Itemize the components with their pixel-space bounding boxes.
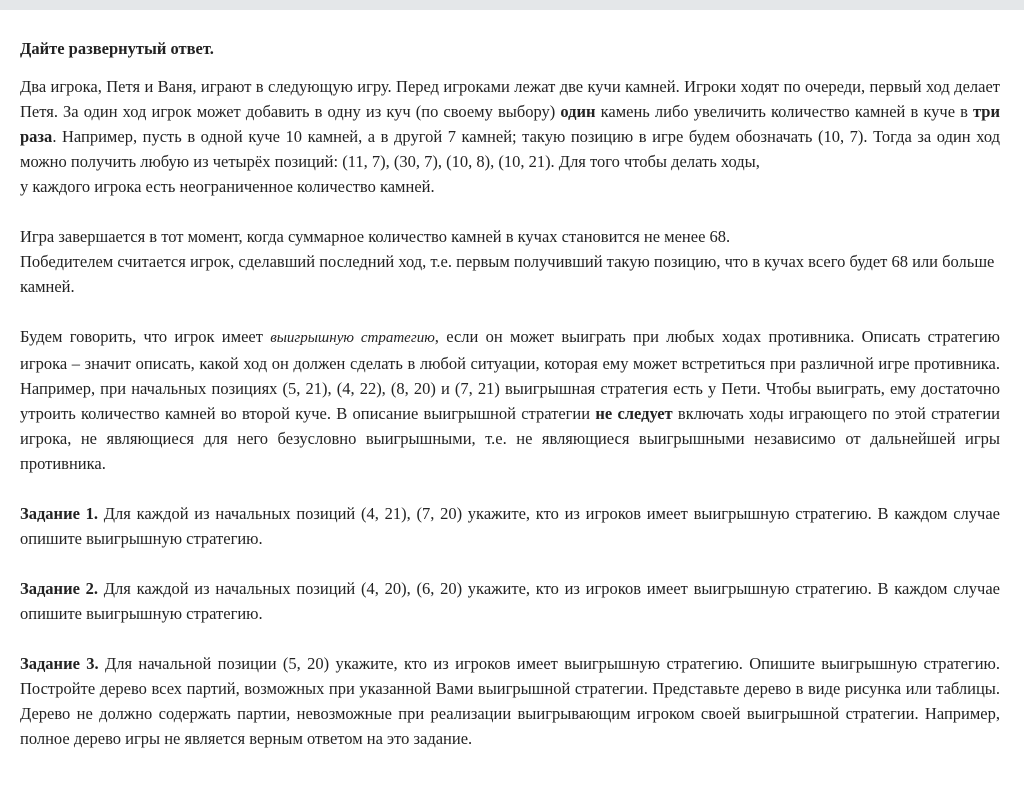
bold-text: три раза — [20, 102, 1000, 146]
text: Победителем считается игрок, сделавший последний ход, т.е. первым получивший такую позицию, что в кучах всего будет 68 или больше камней. — [20, 252, 995, 296]
task-text: Для каждой из начальных позиций (4, 20), (6, 20) укажите, кто из игроков имеет выигрышную стратегию. В каждом случае опишите выигрышную стратегию. — [20, 579, 1000, 623]
intro-paragraph — [20, 74, 1000, 199]
end-condition-paragraph — [20, 224, 1000, 299]
task-label: Задание 3. — [20, 654, 99, 673]
bold-text: один — [560, 102, 596, 121]
task-label: Задание 2. — [20, 579, 99, 598]
bold-text: не следует — [595, 404, 673, 423]
text: включать ходы играющего по этой стратегии игрока, не являющиеся для него безусловно выигрышными, т.е. не являющиеся выигрышными независимо от дальнейшей игры противника. — [20, 404, 1000, 473]
strategy-paragraph — [20, 324, 1000, 476]
task-1 — [20, 501, 1000, 551]
task-label: Задание 1. — [20, 504, 99, 523]
text: Два игрока, Петя и Ваня, играют в следующую игру. Перед игроками лежат две кучи камней. Игроки ходят по очереди, первый ход делает Петя. За один ход игрок может добавить в одну из куч (по своему выбору) — [20, 77, 1000, 121]
question-title: Дайте развернутый ответ. — [20, 39, 214, 58]
text: камень либо увеличить количество камней в куче в — [595, 102, 973, 121]
top-bar — [0, 0, 1024, 10]
task-text: Для начальной позиции (5, 20) укажите, кто из игроков имеет выигрышную стратегию. Опишите выигрышную стратегию. Постройте дерево всех партий, возможных при указанной Вами выигрышной стратегии. Представьте дерево в виде рисунка или таблицы. Дерево не должно содержать партии, невозможные при реализации выигрывающим игроком своей выигрышной стратегии. Например, полное дерево игры не является верным ответом на это задание. — [20, 654, 1000, 748]
task-2 — [20, 576, 1000, 626]
italic-text: выигрышную стратегию — [270, 330, 435, 346]
text: . Например, пусть в одной куче 10 камней, а в другой 7 камней; такую позицию в игре будем обозначать (10, 7). Тогда за один ход можно получить любую из четырёх позиций: (11, 7), (30, 7), (10, 8), (10, 21). Для того чтобы делать ходы, — [20, 127, 1000, 171]
text: у каждого игрока есть неограниченное количество камней. — [20, 177, 435, 196]
text: Будем говорить, что игрок имеет — [20, 327, 271, 346]
text: , если он может выиграть при любых ходах противника. Описать стратегию игрока – значит описать, какой ход он должен сделать в любой ситуации, которая ему может встретиться при различной игре противника. Например, при начальных позициях (5, 21), (4, 22), (8, 20) и (7, 21) выигрышная стратегия есть у Пети. Чтобы выиграть, ему достаточно утроить количество камней во второй куче. В описание выигрышной стратегии — [20, 327, 1001, 423]
task-3 — [20, 651, 1000, 751]
text: Игра завершается в тот момент, когда суммарное количество камней в кучах становится не менее 68. — [20, 227, 731, 246]
question-content — [0, 10, 1024, 751]
task-text: Для каждой из начальных позиций (4, 21), (7, 20) укажите, кто из игроков имеет выигрышную стратегию. В каждом случае опишите выигрышную стратегию. — [20, 504, 1000, 548]
